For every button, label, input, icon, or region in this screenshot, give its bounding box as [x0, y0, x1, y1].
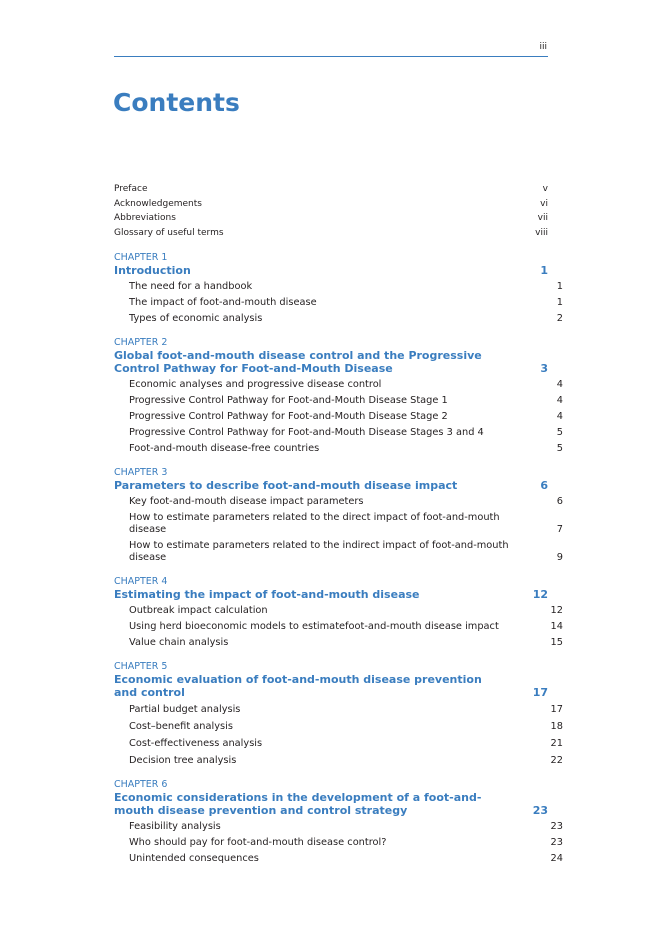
- toc-entry-page: vi: [540, 198, 548, 209]
- section-title: Feasibility analysis: [129, 821, 221, 832]
- toc-section-entry[interactable]: [114, 281, 563, 293]
- chapter-title: Global foot-and-mouth disease control and the Progressive Control Pathway for Foot-and-Mouth Disease: [114, 349, 482, 375]
- chapter-label: CHAPTER 1: [114, 252, 168, 263]
- section-page: 23: [550, 837, 563, 848]
- page-title: Contents: [113, 88, 240, 117]
- toc-section-entry[interactable]: [114, 821, 563, 833]
- chapter-block: [114, 660, 563, 767]
- toc-section-entry[interactable]: [114, 379, 563, 391]
- toc-section-entry[interactable]: [114, 313, 563, 325]
- toc-section-entry[interactable]: [114, 738, 563, 750]
- toc-prelim-entry[interactable]: [114, 226, 548, 241]
- chapter-title: Economic evaluation of foot-and-mouth disease prevention and control: [114, 673, 482, 699]
- chapter-label: CHAPTER 5: [114, 661, 168, 672]
- chapter-title: Estimating the impact of foot-and-mouth disease: [114, 588, 420, 601]
- section-page: 5: [556, 443, 563, 454]
- section-title: Who should pay for foot-and-mouth disease control?: [129, 837, 387, 848]
- chapter-block: [114, 466, 563, 564]
- chapter-label: CHAPTER 3: [114, 467, 168, 478]
- toc-entry-title: Abbreviations: [114, 213, 176, 223]
- section-page: 22: [550, 755, 563, 766]
- section-page: 4: [556, 411, 563, 422]
- chapter-page: 6: [540, 479, 548, 492]
- toc-section-entry[interactable]: [114, 427, 563, 439]
- toc-prelim-entry[interactable]: [114, 197, 548, 212]
- chapter-label: CHAPTER 2: [114, 337, 168, 348]
- chapter-page: 3: [540, 362, 548, 375]
- toc-section-entry[interactable]: [114, 637, 563, 649]
- toc-entry-page: vii: [537, 213, 548, 223]
- chapter-page: 17: [532, 686, 548, 699]
- section-title: Partial budget analysis: [129, 704, 241, 715]
- chapter-title: Introduction: [114, 264, 191, 277]
- section-title: Progressive Control Pathway for Foot-and-Mouth Disease Stage 1: [129, 395, 448, 406]
- toc-section-entry[interactable]: [114, 704, 563, 716]
- toc-section-entry[interactable]: [114, 837, 563, 849]
- toc-section-entry[interactable]: [114, 443, 563, 455]
- section-page: 14: [550, 621, 563, 632]
- toc-section-entry[interactable]: [114, 721, 563, 733]
- section-title: Decision tree analysis: [129, 755, 237, 766]
- section-title: How to estimate parameters related to the direct impact of foot-and-mouth disease: [129, 512, 500, 535]
- section-title: Using herd bioeconomic models to estimatefoot-and-mouth disease impact: [129, 621, 499, 632]
- section-title: Cost-effectiveness analysis: [129, 738, 263, 749]
- toc-prelim-entry[interactable]: [114, 182, 548, 197]
- section-title: The need for a handbook: [129, 281, 253, 292]
- toc-section-entry[interactable]: [114, 755, 563, 767]
- chapter-title-entry[interactable]: [114, 264, 548, 277]
- section-page: 15: [550, 637, 563, 648]
- section-page: 4: [556, 379, 563, 390]
- section-page: 1: [556, 297, 563, 308]
- chapter-page: 12: [532, 588, 548, 601]
- section-page: 23: [550, 821, 563, 832]
- section-page: 4: [556, 395, 563, 406]
- toc-section-entry[interactable]: [114, 853, 563, 865]
- chapter-title-entry[interactable]: [114, 349, 548, 375]
- section-title: Progressive Control Pathway for Foot-and-Mouth Disease Stages 3 and 4: [129, 427, 484, 438]
- toc-entry-title: Preface: [114, 184, 148, 194]
- chapter-block: [114, 575, 563, 649]
- section-title: Unintended consequences: [129, 853, 259, 864]
- section-page: 21: [550, 738, 563, 749]
- chapter-label: CHAPTER 6: [114, 779, 168, 790]
- toc-section-entry[interactable]: [114, 512, 563, 536]
- section-title: Outbreak impact calculation: [129, 605, 268, 616]
- chapter-title: Economic considerations in the development of a foot-and-mouth disease prevention and control strategy: [114, 791, 482, 817]
- section-title: Types of economic analysis: [129, 313, 263, 324]
- toc-section-entry[interactable]: [114, 411, 563, 423]
- chapter-block: [114, 778, 563, 865]
- chapter-page: 23: [532, 804, 548, 817]
- header-rule: [114, 56, 548, 57]
- chapter-block: [114, 336, 563, 455]
- section-title: Progressive Control Pathway for Foot-and-Mouth Disease Stage 2: [129, 411, 448, 422]
- section-page: 17: [550, 704, 563, 715]
- toc-entry-page: v: [542, 184, 548, 194]
- chapter-title-entry[interactable]: [114, 791, 548, 817]
- section-page: 24: [550, 853, 563, 864]
- toc-section-entry[interactable]: [114, 297, 563, 309]
- chapter-block: [114, 251, 563, 325]
- toc-section-entry[interactable]: [114, 621, 563, 633]
- section-title: Value chain analysis: [129, 637, 229, 648]
- section-title: Foot-and-mouth disease-free countries: [129, 443, 320, 454]
- section-title: The impact of foot-and-mouth disease: [129, 297, 317, 308]
- toc-entry-title: Acknowledgements: [114, 198, 202, 209]
- chapter-label: CHAPTER 4: [114, 576, 168, 587]
- toc-section-entry[interactable]: [114, 605, 563, 617]
- section-page: 12: [550, 605, 563, 616]
- section-page: 5: [556, 427, 563, 438]
- section-page: 2: [556, 313, 563, 324]
- toc-section-entry[interactable]: [114, 540, 563, 564]
- toc-section-entry[interactable]: [114, 496, 563, 508]
- chapter-title-entry[interactable]: [114, 673, 548, 699]
- section-page: 6: [556, 496, 563, 507]
- chapter-page: 1: [540, 264, 548, 277]
- toc-prelim-entry[interactable]: [114, 211, 548, 226]
- toc-entry-page: viii: [535, 227, 548, 238]
- section-page: 7: [556, 524, 563, 535]
- prelims-list: [114, 182, 548, 240]
- section-page: 18: [550, 721, 563, 732]
- chapter-title-entry[interactable]: [114, 588, 548, 601]
- section-title: Key foot-and-mouth disease impact parameters: [129, 496, 364, 507]
- page-number: iii: [539, 42, 547, 52]
- table-of-contents: [114, 182, 563, 865]
- section-title: Economic analyses and progressive disease control: [129, 379, 382, 390]
- section-title: How to estimate parameters related to the indirect impact of foot-and-mouth disease: [129, 540, 509, 563]
- section-page: 1: [556, 281, 563, 292]
- section-title: Cost–benefit analysis: [129, 721, 233, 732]
- chapter-title-entry[interactable]: [114, 479, 548, 492]
- section-page: 9: [556, 552, 563, 563]
- toc-section-entry[interactable]: [114, 395, 563, 407]
- toc-entry-title: Glossary of useful terms: [114, 227, 224, 238]
- chapter-title: Parameters to describe foot-and-mouth disease impact: [114, 479, 458, 492]
